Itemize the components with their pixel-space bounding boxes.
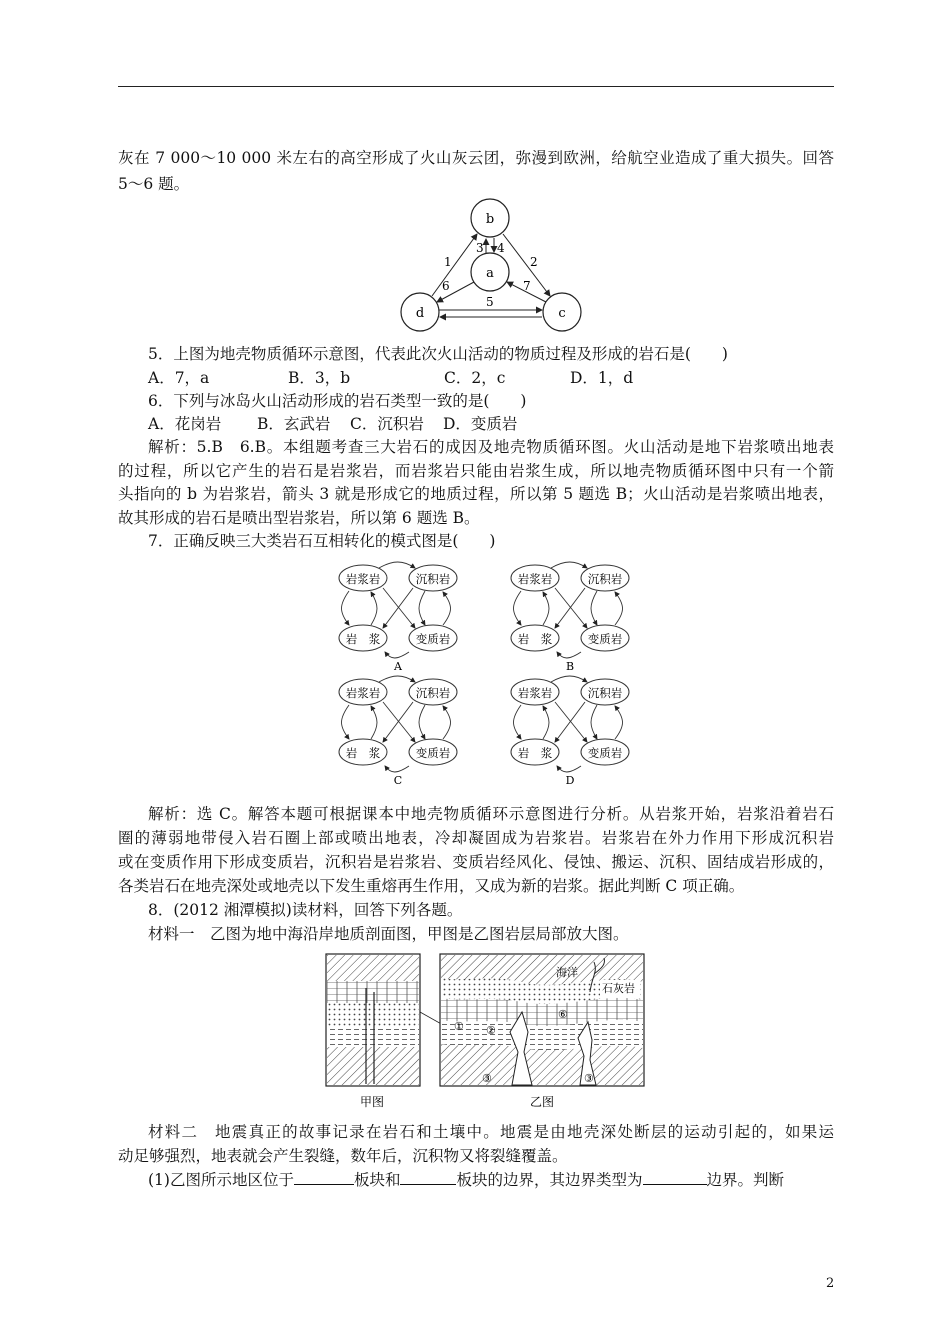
panel-b <box>511 562 629 673</box>
crust-cycle-diagram <box>380 190 600 340</box>
arrow-4-label: 4 <box>497 241 505 255</box>
jia-caption: 甲图 <box>359 1095 385 1109</box>
blank-plate-2[interactable] <box>400 1170 456 1185</box>
panel-a-metamorphic: 变质岩 <box>415 632 451 646</box>
material2-line-1: 材料二 地震真正的故事记录在岩石和土壤中。地震是由地壳深处断层的运动引起的，如果运 <box>148 1123 834 1141</box>
panel-d <box>511 676 629 786</box>
panel-d-sedimentary: 沉积岩 <box>587 686 623 700</box>
q6-option-b: B．玄武岩 <box>257 415 331 433</box>
marker-2: ② <box>486 1024 496 1037</box>
panel-b-igneous: 岩浆岩 <box>517 572 553 586</box>
panel-d-magma: 岩 浆 <box>517 746 553 760</box>
arrow-7-label: 7 <box>523 279 531 293</box>
arrow-1 <box>432 234 477 296</box>
panel-b-sedimentary: 沉积岩 <box>587 572 623 586</box>
analysis7-line-2: 圈的薄弱地带侵入岩石圈上部或喷出地表，冷却凝固成为岩浆岩。岩浆岩在外力作用下形成沉积岩 <box>118 829 834 847</box>
intro-line-1: 灰在 7 000～10 000 米左右的高空形成了火山灰云团，弥漫到欧洲，给航空业造成了重大损失。回答 <box>118 149 834 167</box>
q7-stem: 7．正确反映三大类岩石互相转化的模式图是( ) <box>148 532 496 550</box>
panel-d-igneous: 岩浆岩 <box>517 686 553 700</box>
material2-line-2: 动足够强烈，地表就会产生裂缝，数年后，沉积物又将裂缝覆盖。 <box>118 1147 568 1165</box>
q8-sub1-part4: 边界。判断 <box>706 1171 785 1189</box>
panel-d-metamorphic: 变质岩 <box>587 746 623 760</box>
q5-stem: 5．上图为地壳物质循环示意图，代表此次火山活动的物质过程及形成的岩石是( ) <box>148 345 728 363</box>
q8-sub1-part3: 板块的边界，其边界类型为 <box>456 1171 643 1189</box>
panel-a-letter: A <box>394 660 402 673</box>
panel-d-letter: D <box>565 774 575 786</box>
marker-6: ⑥ <box>558 1008 568 1021</box>
analysis7-line-3: 或在变质作用下形成变质岩，沉积岩是岩浆岩、变质岩经风化、侵蚀、搬运、沉积、固结成岩形成的， <box>118 853 834 871</box>
panel-c-letter: C <box>393 774 403 786</box>
panel-b-metamorphic: 变质岩 <box>587 632 623 646</box>
q8-material1: 材料一 乙图为地中海沿岸地质剖面图，甲图是乙图岩层局部放大图。 <box>148 925 629 943</box>
marker-3-right: ③ <box>584 1072 594 1085</box>
q6-option-c: C．沉积岩 <box>350 415 424 433</box>
panel-b-letter: B <box>565 660 575 673</box>
node-d-label: d <box>415 306 425 321</box>
q8-sub1-part2: 板块和 <box>353 1171 401 1189</box>
geology-section-figure <box>322 952 652 1112</box>
q8-stem: 8．(2012 湘潭模拟)读材料，回答下列各题。 <box>148 901 463 919</box>
analysis56-line-4: 故其形成的岩石是喷出型岩浆岩，所以第 6 题选 B。 <box>118 509 480 527</box>
q5-option-a: A．7，a <box>148 369 210 387</box>
node-b-label: b <box>485 212 495 227</box>
arrow-5-label: 5 <box>486 295 494 309</box>
analysis56-line-3: 头指向的 b 为岩浆岩，箭头 3 就是形成它的地质过程，所以第 5 题选 B；火山活动是岩浆喷出地表， <box>118 485 834 503</box>
header-rule <box>118 86 834 87</box>
q6-option-d: D．变质岩 <box>443 415 518 433</box>
panel-c-magma: 岩 浆 <box>345 746 381 760</box>
arrow-1-label: 1 <box>444 255 452 269</box>
yi-figure <box>440 954 644 1109</box>
arrow-6-label: 6 <box>442 279 450 293</box>
blank-boundary-type[interactable] <box>643 1170 707 1185</box>
panel-c <box>339 676 457 786</box>
q6-option-a: A．花岗岩 <box>148 415 222 433</box>
arrow-2-label: 2 <box>530 255 538 269</box>
yi-caption: 乙图 <box>529 1095 555 1109</box>
q6-stem: 6．下列与冰岛火山活动形成的岩石类型一致的是( ) <box>148 392 527 410</box>
panel-c-igneous: 岩浆岩 <box>345 686 381 700</box>
analysis56-line-1: 解析：5.B 6.B。本组题考查三大岩石的成因及地壳物质循环图。火山活动是地下岩浆喷出地表 <box>148 438 834 456</box>
intro-line-2: 5～6 题。 <box>118 175 190 193</box>
q5-option-c: C．2，c <box>444 369 506 387</box>
panel-a <box>339 562 457 673</box>
q5-option-b: B．3，b <box>288 369 351 387</box>
panel-b-magma: 岩 浆 <box>517 632 553 646</box>
rock-cycle-options-figure <box>325 556 645 786</box>
page-number: 2 <box>826 1276 835 1291</box>
analysis7-line-4: 各类岩石在地壳深处或地壳以下发生重熔再生作用，又成为新的岩浆。据此判断 C 项正确。 <box>118 877 745 895</box>
q8-sub1 <box>148 1170 784 1190</box>
node-c-label: c <box>558 306 566 321</box>
blank-plate-1[interactable] <box>294 1170 354 1185</box>
marker-3-left: ③ <box>482 1072 492 1085</box>
analysis56-line-2: 的过程，所以它产生的岩石是岩浆岩，而岩浆岩只能由岩浆生成，所以地壳物质循环图中只有一个箭 <box>118 462 834 480</box>
arrow-3-label: 3 <box>476 241 484 255</box>
marker-1: ① <box>454 1020 464 1033</box>
limestone-label: 石灰岩 <box>602 982 635 995</box>
panel-c-sedimentary: 沉积岩 <box>415 686 451 700</box>
analysis7-line-1: 解析：选 C。解答本题可根据课本中地壳物质循环示意图进行分析。从岩浆开始，岩浆沿着岩石 <box>148 805 834 823</box>
panel-a-magma: 岩 浆 <box>345 632 381 646</box>
panel-a-sedimentary: 沉积岩 <box>415 572 451 586</box>
panel-c-metamorphic: 变质岩 <box>415 746 451 760</box>
jia-figure <box>326 954 452 1109</box>
panel-a-igneous: 岩浆岩 <box>345 572 381 586</box>
q8-sub1-part1: (1)乙图所示地区位于 <box>148 1171 294 1189</box>
q5-option-d: D．1，d <box>570 369 634 387</box>
node-a-label: a <box>486 266 494 281</box>
ocean-label: 海洋 <box>556 966 578 979</box>
